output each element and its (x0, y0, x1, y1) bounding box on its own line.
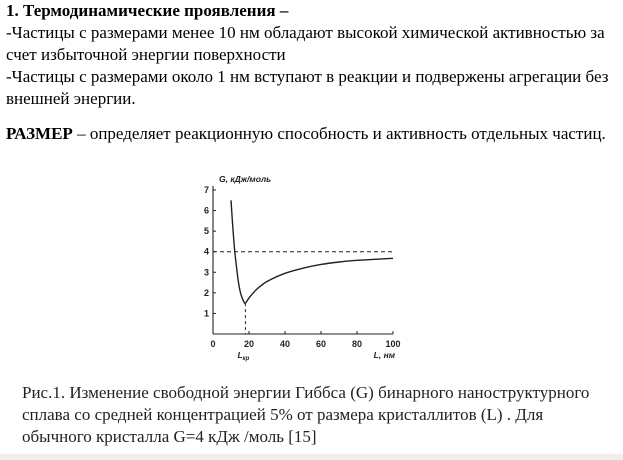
x-tick-label-80: 80 (351, 339, 363, 349)
size-description: – определяет реакционную способность и активность отдельных частиц. (72, 124, 606, 143)
y-tick-label-4: 4 (203, 246, 209, 257)
y-tick-label-3: 3 (203, 267, 209, 278)
y-axis-label: G, кДж/моль (219, 174, 272, 184)
y-tick-label-7: 7 (203, 185, 209, 195)
x-tick-label-0: 0 (210, 339, 216, 349)
text-line-2: -Частицы с размерами около 1 нм вступают в реакции и подвержены агрегации без внешней энергии. (6, 67, 609, 108)
bottom-strip (0, 454, 623, 460)
figure-caption: Рис.1. Изменение свободной энергии Гиббса (G) бинарного наноструктурного сплава со средней концентрацией 5% от размера кристаллитов (L) . Для обычного кристалла G=4 кДж /моль [15] (22, 383, 590, 446)
x-tick-label-20: 20 (243, 339, 255, 349)
y-tick-label-1: 1 (203, 308, 209, 319)
x-tick-label-100: 100 (385, 339, 401, 349)
y-tick-label-5: 5 (203, 226, 209, 237)
size-term: РАЗМЕР (6, 124, 73, 143)
x-tick-label-40: 40 (279, 339, 291, 349)
intro-text (6, 0, 620, 110)
y-tick-label-2: 2 (203, 287, 209, 298)
gibbs-energy-chart (190, 168, 420, 378)
x-tick-label-60: 60 (315, 339, 327, 349)
section-heading: 1. Термодинамические проявления – (6, 1, 289, 20)
size-paragraph (6, 123, 620, 145)
critical-size-label: $L_{кр}$ (237, 350, 250, 362)
text-line-1: -Частицы с размерами менее 10 нм обладают высокой химической активностью за счет избыточной энергии поверхности (6, 23, 605, 64)
y-tick-label-6: 6 (203, 205, 209, 216)
x-axis-label: L, нм (373, 350, 395, 360)
